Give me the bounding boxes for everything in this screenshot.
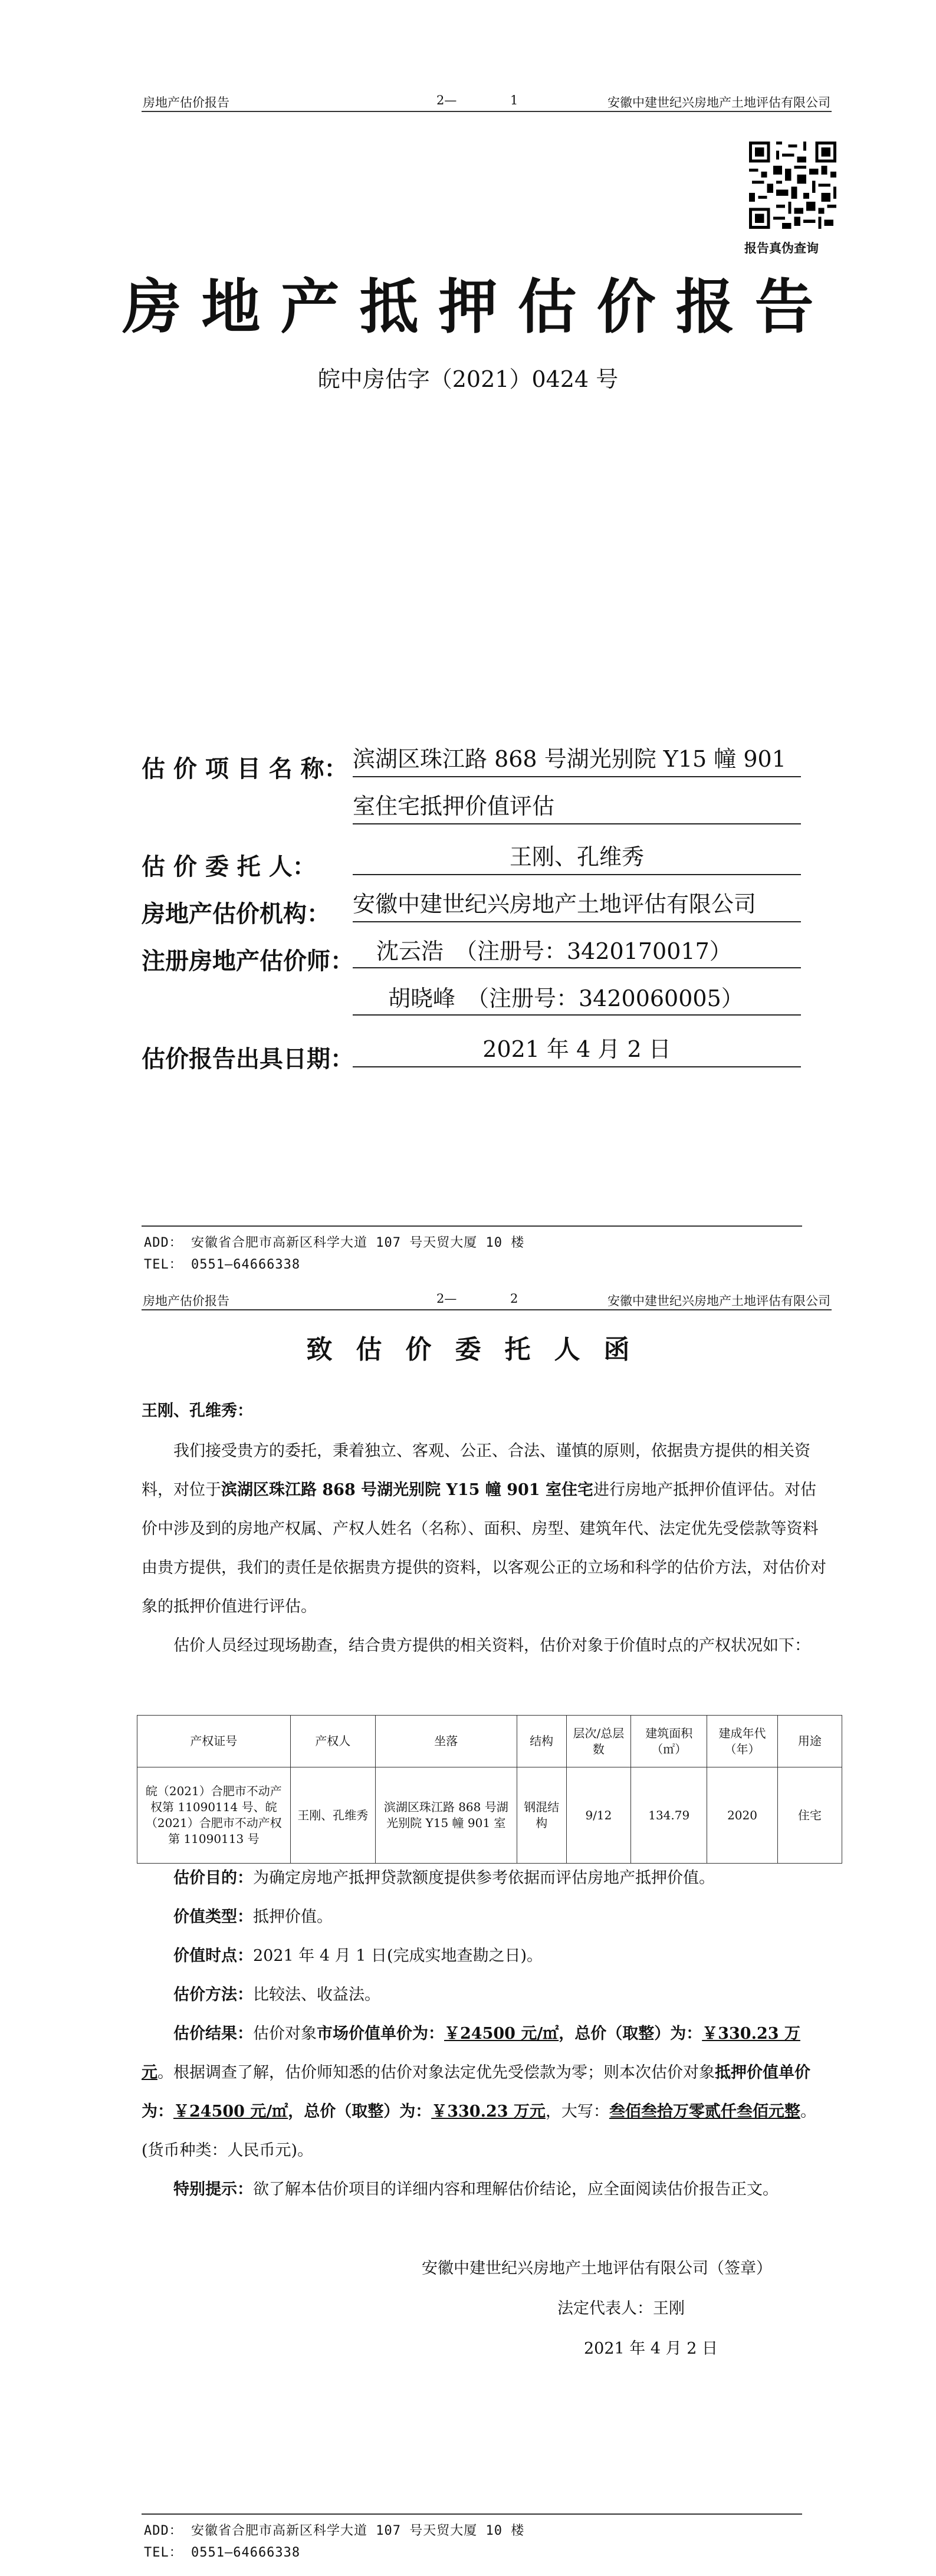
footer-address: ADD： 安徽省合肥市高新区科学大道 107 号天贸大厦 10 楼: [144, 1236, 525, 1250]
project-name-value-line2: 室住宅抵押价值评估: [353, 791, 801, 824]
col-floor: 层次/总层数: [566, 1716, 630, 1767]
letter-paragraph-2: [142, 1627, 832, 1665]
property-rights-table: [137, 1715, 842, 1864]
result-market-unit-price: ￥24500 元/㎡: [444, 2025, 559, 2043]
method-label: 估价方法：: [173, 1986, 253, 2004]
result-label: 估价结果：: [173, 2025, 253, 2043]
header-page-prefix: 2—: [436, 93, 457, 107]
col-built-year: 建成年代（年）: [707, 1716, 777, 1767]
p1-property-address: 滨湖区珠江路 868 号湖光别院 Y15 幢 901 室住宅: [221, 1481, 593, 1499]
header-company: 安徽中建世纪兴房地产土地评估有限公司: [607, 1294, 830, 1308]
header-page-number: 2: [510, 1292, 518, 1306]
result-text-11: ，大写：: [545, 2102, 609, 2121]
footer-phone: TEL： 0551—64666338: [144, 2545, 301, 2560]
col-location: 坐落: [376, 1716, 517, 1767]
result-text-1: 估价对象: [253, 2025, 317, 2043]
valuation-purpose: [142, 1859, 832, 1898]
result-text-6: 。根据调查了解，估价师知悉的估价对象法定优先受偿款为零；则本次估价对象: [157, 2064, 715, 2082]
col-owner: 产权人: [290, 1716, 375, 1767]
cell-usage: 住宅: [777, 1767, 842, 1864]
result-total-label-2: ，总价（取整）为：: [288, 2102, 432, 2121]
valuation-result: [142, 2015, 832, 2170]
valuation-method: [142, 1976, 832, 2015]
result-total-label-1: ，总价（取整）为：: [559, 2025, 702, 2043]
agency-label: 房地产估价机构：: [142, 900, 330, 928]
appraiser-1: 沈云浩 （注册号：3420170017）: [353, 937, 801, 968]
header-page-number: 1: [510, 93, 518, 107]
issue-date-label: 估价报告出具日期：: [142, 1045, 354, 1073]
cell-floor: 9/12: [566, 1767, 630, 1864]
special-notice: [142, 2170, 832, 2209]
letter-page: [0, 1288, 936, 2576]
value-type: [142, 1898, 832, 1937]
purpose-label: 估价目的：: [173, 1869, 253, 1887]
footer-divider: [142, 2513, 802, 2515]
letter-salutation: [142, 1392, 832, 1431]
special-text: 欲了解本估价项目的详细内容和理解估价结论，应全面阅读估价报告正文。: [253, 2180, 779, 2199]
project-name-value-line1: 滨湖区珠江路 868 号湖光别院 Y15 幢 901: [353, 744, 801, 777]
client-value: 王刚、孔维秀: [353, 842, 801, 875]
footer-phone: TEL： 0551—64666338: [144, 1257, 301, 1272]
result-mortgage-total: ￥330.23 万元: [431, 2102, 546, 2121]
col-structure: 结构: [517, 1716, 566, 1767]
signature-date: 2021 年 4 月 2 日: [584, 2340, 718, 2358]
cell-location: 滨湖区珠江路 868 号湖光别院 Y15 幢 901 室: [376, 1767, 517, 1864]
result-mortgage-label: 抵押价值单价为：: [142, 2064, 810, 2121]
result-amount-in-words: 叁佰叁拾万零贰仟叁佰元整: [609, 2102, 800, 2121]
type-label: 价值类型：: [173, 1908, 253, 1926]
page-header: [142, 1288, 832, 1310]
result-market-label: 市场价值单价为：: [317, 2025, 444, 2043]
special-label: 特别提示：: [173, 2180, 253, 2199]
cell-built-year: 2020: [707, 1767, 777, 1864]
method-text: 比较法、收益法。: [253, 1986, 380, 2004]
table-header-row: [137, 1716, 842, 1767]
p2-text: 估价人员经过现场勘查，结合贵方提供的相关资料，估价对象于价值时点的产权状况如下：: [173, 1637, 810, 1655]
header-page-prefix: 2—: [436, 1292, 457, 1306]
p1-text-a: 我们接受贵方的委托，秉着独立、客观、公正、合法、谨慎的原则，依据贵方提供的相关资料，对位于: [142, 1442, 810, 1499]
col-cert-no: 产权证号: [137, 1716, 291, 1767]
time-label: 价值时点：: [173, 1947, 253, 1965]
type-text: 抵押价值。: [253, 1908, 333, 1926]
cell-owner: 王刚、孔维秀: [290, 1767, 375, 1864]
signature-company: 安徽中建世纪兴房地产土地评估有限公司（签章）: [422, 2259, 772, 2278]
header-report-name: 房地产估价报告: [143, 1294, 229, 1308]
cell-area: 134.79: [631, 1767, 707, 1864]
result-market-total: ￥330.23 万元: [142, 2025, 800, 2082]
appraiser-label: 注册房地产估价师：: [142, 947, 354, 975]
report-number: 皖中房估字（2021）0424 号: [317, 366, 619, 392]
letter-title: 致估价委托人函: [306, 1335, 653, 1365]
table-row: [137, 1767, 842, 1864]
appraiser-2: 胡晓峰 （注册号：3420060005）: [353, 984, 801, 1016]
salutation-text: 王刚、孔维秀：: [142, 1402, 253, 1420]
issue-date-value: 2021 年 4 月 2 日: [353, 1034, 801, 1067]
cell-cert-no: 皖（2021）合肥市不动产权第 11090114 号、皖（2021）合肥市不动产权第 11090113 号: [137, 1767, 291, 1864]
cell-structure: 钢混结构: [517, 1767, 566, 1864]
footer-address: ADD： 安徽省合肥市高新区科学大道 107 号天贸大厦 10 楼: [144, 2524, 525, 2538]
purpose-text: 为确定房地产抵押贷款额度提供参考依据而评估房地产抵押价值。: [253, 1869, 715, 1887]
col-area: 建筑面积（㎡）: [631, 1716, 707, 1767]
footer-divider: [142, 1225, 802, 1227]
col-usage: 用途: [777, 1716, 842, 1767]
p1-text-c: 进行房地产抵押价值评估。对估价中涉及到的房地产权属、产权人姓名（名称）、面积、房型、建筑年代、法定优先受偿款等资料由贵方提供，我们的责任是依据贵方提供的资料，以客观公正的立场和科学的估价方法，对估价对象的抵押价值进行评估。: [142, 1481, 826, 1616]
time-text: 2021 年 4 月 1 日(完成实地查勘之日)。: [253, 1947, 543, 1965]
project-name-label: 估 价 项 目 名 称：: [142, 755, 348, 783]
client-label: 估 价 委 托 人：: [142, 853, 316, 880]
result-mortgage-unit-price: ￥24500 元/㎡: [173, 2102, 288, 2121]
signature-legal-rep: 法定代表人：王刚: [557, 2299, 685, 2318]
report-title: 房地产抵押估价报告: [122, 272, 834, 341]
value-time: [142, 1937, 832, 1976]
letter-paragraph-1: [142, 1432, 832, 1627]
page-header: [142, 90, 832, 112]
header-report-name: 房地产估价报告: [143, 96, 229, 110]
qr-code-icon: [749, 142, 836, 229]
agency-value: 安徽中建世纪兴房地产土地评估有限公司: [353, 889, 801, 922]
result-text-13: 。(货币种类：人民币元)。: [142, 2102, 816, 2160]
header-company: 安徽中建世纪兴房地产土地评估有限公司: [607, 96, 830, 110]
qr-caption: 报告真伪查询: [744, 241, 819, 255]
